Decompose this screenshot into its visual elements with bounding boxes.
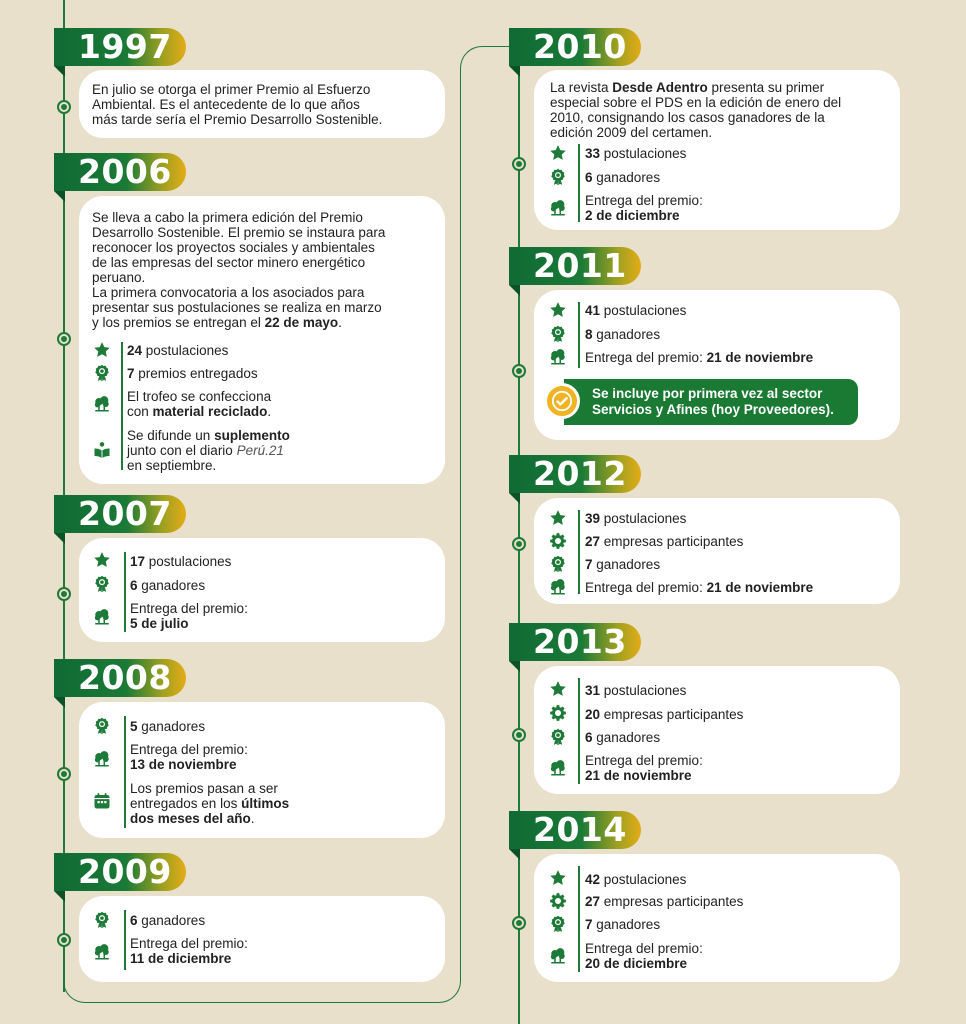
star-icon bbox=[549, 869, 567, 887]
year-2012-tab: 2012 bbox=[509, 455, 641, 493]
text-2010-p1: La revista Desde Adentro presenta su primer bbox=[550, 80, 825, 95]
stat-2006-trofeo: El trofeo se confecciona con material reciclado. bbox=[127, 389, 272, 419]
stat-2011-entrega: Entrega del premio: 21 de noviembre bbox=[585, 350, 814, 365]
stat-2006-postulaciones: 24 postulaciones bbox=[127, 343, 229, 358]
timeline-right-line bbox=[518, 46, 520, 1024]
text-2010-p4: edición 2009 del certamen. bbox=[550, 125, 713, 140]
stat-2012-ganadores: 7 ganadores bbox=[585, 557, 661, 572]
year-2006-tab: 2006 bbox=[54, 153, 186, 191]
stat-2008-meses: Los premios pasan a ser entregados en los últimos dos meses del año. bbox=[130, 781, 290, 826]
year-1997-tab: 1997 bbox=[54, 28, 186, 66]
stat-2011-postulaciones: 41 postulaciones bbox=[585, 303, 687, 318]
tree-icon bbox=[93, 608, 111, 626]
stat-2008-entrega: Entrega del premio: 13 de noviembre bbox=[130, 742, 248, 772]
stat-2010-entrega: Entrega del premio: 2 de diciembre bbox=[585, 193, 703, 223]
star-icon bbox=[549, 680, 567, 698]
gear-icon bbox=[549, 892, 567, 910]
medal-icon bbox=[93, 575, 111, 593]
calendar-icon bbox=[93, 792, 111, 810]
card-1997 bbox=[79, 70, 445, 138]
text-2006-p6: La primera convocatoria a los asociados para bbox=[92, 285, 365, 300]
stat-2013-postulaciones: 31 postulaciones bbox=[585, 683, 687, 698]
medal-icon bbox=[549, 325, 567, 343]
text-2006-p5: peruano. bbox=[92, 270, 146, 285]
year-2013-tab: 2013 bbox=[509, 623, 641, 661]
stat-2014-empresas: 27 empresas participantes bbox=[585, 894, 744, 909]
stat-2011-ganadores: 8 ganadores bbox=[585, 327, 661, 342]
tree-icon bbox=[549, 199, 567, 217]
timeline-dot-2014 bbox=[512, 916, 526, 930]
card-2008 bbox=[79, 702, 445, 838]
timeline-dot-2009 bbox=[57, 933, 71, 947]
text-1997-l2: Ambiental. Es el antecedente de lo que años bbox=[92, 97, 360, 112]
check-icon bbox=[544, 383, 580, 419]
tree-icon bbox=[93, 395, 111, 413]
tree-icon bbox=[93, 943, 111, 961]
year-2007-tab: 2007 bbox=[54, 495, 186, 533]
stat-2006-suplemento: Se difunde un suplemento junto con el diario Perú.21 en septiembre. bbox=[127, 428, 290, 473]
card-2013 bbox=[534, 666, 900, 794]
stat-2013-ganadores: 6 ganadores bbox=[585, 730, 661, 745]
text-2006-p3: reconocer los proyectos sociales y ambientales bbox=[92, 240, 375, 255]
card-2014 bbox=[534, 854, 900, 982]
card-2010 bbox=[534, 70, 900, 230]
text-2006-p7: presentar sus postulaciones se realiza en marzo bbox=[92, 300, 382, 315]
text-2010-p3: 2010, consignando los casos ganadores de la bbox=[550, 110, 825, 125]
timeline-dot-2011 bbox=[512, 364, 526, 378]
card-2009 bbox=[79, 896, 445, 982]
stat-2014-ganadores: 7 ganadores bbox=[585, 917, 661, 932]
stat-2009-entrega: Entrega del premio: 11 de diciembre bbox=[130, 936, 248, 966]
medal-icon bbox=[549, 555, 567, 573]
text-2006-p4: de las empresas del sector minero energético bbox=[92, 255, 366, 270]
tree-icon bbox=[549, 348, 567, 366]
stat-2012-empresas: 27 empresas participantes bbox=[585, 534, 744, 549]
stat-2008-ganadores: 5 ganadores bbox=[130, 719, 206, 734]
timeline-dot-2007 bbox=[57, 587, 71, 601]
text-1997-l1: En julio se otorga el primer Premio al Esfuerzo bbox=[92, 82, 371, 97]
medal-icon bbox=[549, 728, 567, 746]
medal-icon bbox=[549, 168, 567, 186]
year-2014-tab: 2014 bbox=[509, 811, 641, 849]
star-icon bbox=[93, 341, 111, 359]
text-2006-p8: y los premios se entregan el 22 de mayo. bbox=[92, 315, 342, 330]
card-2012 bbox=[534, 498, 900, 604]
timeline-dot-2010 bbox=[512, 157, 526, 171]
stat-2007-entrega: Entrega del premio: 5 de julio bbox=[130, 601, 248, 631]
gear-icon bbox=[549, 704, 567, 722]
card-2011 bbox=[534, 290, 900, 440]
tree-icon bbox=[549, 759, 567, 777]
tree-icon bbox=[549, 578, 567, 596]
stat-2013-empresas: 20 empresas participantes bbox=[585, 707, 744, 722]
text-2006-p1: Se lleva a cabo la primera edición del Premio bbox=[92, 210, 363, 225]
stat-2013-entrega: Entrega del premio: 21 de noviembre bbox=[585, 753, 703, 783]
reader-icon bbox=[93, 441, 111, 459]
sector-badge: Se incluye por primera vez al sector Servicios y Afines (hoy Proveedores). bbox=[564, 379, 858, 425]
medal-icon bbox=[93, 364, 111, 382]
stat-2010-postulaciones: 33 postulaciones bbox=[585, 146, 687, 161]
year-2008-tab: 2008 bbox=[54, 659, 186, 697]
star-icon bbox=[549, 301, 567, 319]
text-2010-p2: especial sobre el PDS en la edición de enero del bbox=[550, 95, 842, 110]
stat-2007-postulaciones: 17 postulaciones bbox=[130, 554, 232, 569]
stat-2007-ganadores: 6 ganadores bbox=[130, 578, 206, 593]
stat-2009-ganadores: 6 ganadores bbox=[130, 913, 206, 928]
timeline-dot-2006 bbox=[57, 332, 71, 346]
year-2011-tab: 2011 bbox=[509, 247, 641, 285]
timeline-dot-2013 bbox=[512, 728, 526, 742]
tree-icon bbox=[549, 947, 567, 965]
timeline-dot-2008 bbox=[57, 767, 71, 781]
timeline-dot-1997 bbox=[57, 100, 71, 114]
year-2009-tab: 2009 bbox=[54, 853, 186, 891]
star-icon bbox=[549, 509, 567, 527]
stat-2012-entrega: Entrega del premio: 21 de noviembre bbox=[585, 580, 814, 595]
star-icon bbox=[549, 144, 567, 162]
medal-icon bbox=[93, 717, 111, 735]
medal-icon bbox=[93, 911, 111, 929]
text-2006-p2: Desarrollo Sostenible. El premio se instaura para bbox=[92, 225, 386, 240]
stat-2006-premios: 7 premios entregados bbox=[127, 366, 258, 381]
year-2010-tab: 2010 bbox=[509, 28, 641, 66]
stat-2014-entrega: Entrega del premio: 20 de diciembre bbox=[585, 941, 703, 971]
stat-2012-postulaciones: 39 postulaciones bbox=[585, 511, 687, 526]
tree-icon bbox=[93, 750, 111, 768]
text-1997-l3: más tarde sería el Premio Desarrollo Sostenible. bbox=[92, 112, 383, 127]
star-icon bbox=[93, 551, 111, 569]
stat-2014-postulaciones: 42 postulaciones bbox=[585, 872, 687, 887]
card-2006 bbox=[79, 196, 445, 484]
gear-icon bbox=[549, 532, 567, 550]
card-2007 bbox=[79, 538, 445, 642]
timeline-dot-2012 bbox=[512, 537, 526, 551]
stat-2010-ganadores: 6 ganadores bbox=[585, 170, 661, 185]
medal-icon bbox=[549, 915, 567, 933]
